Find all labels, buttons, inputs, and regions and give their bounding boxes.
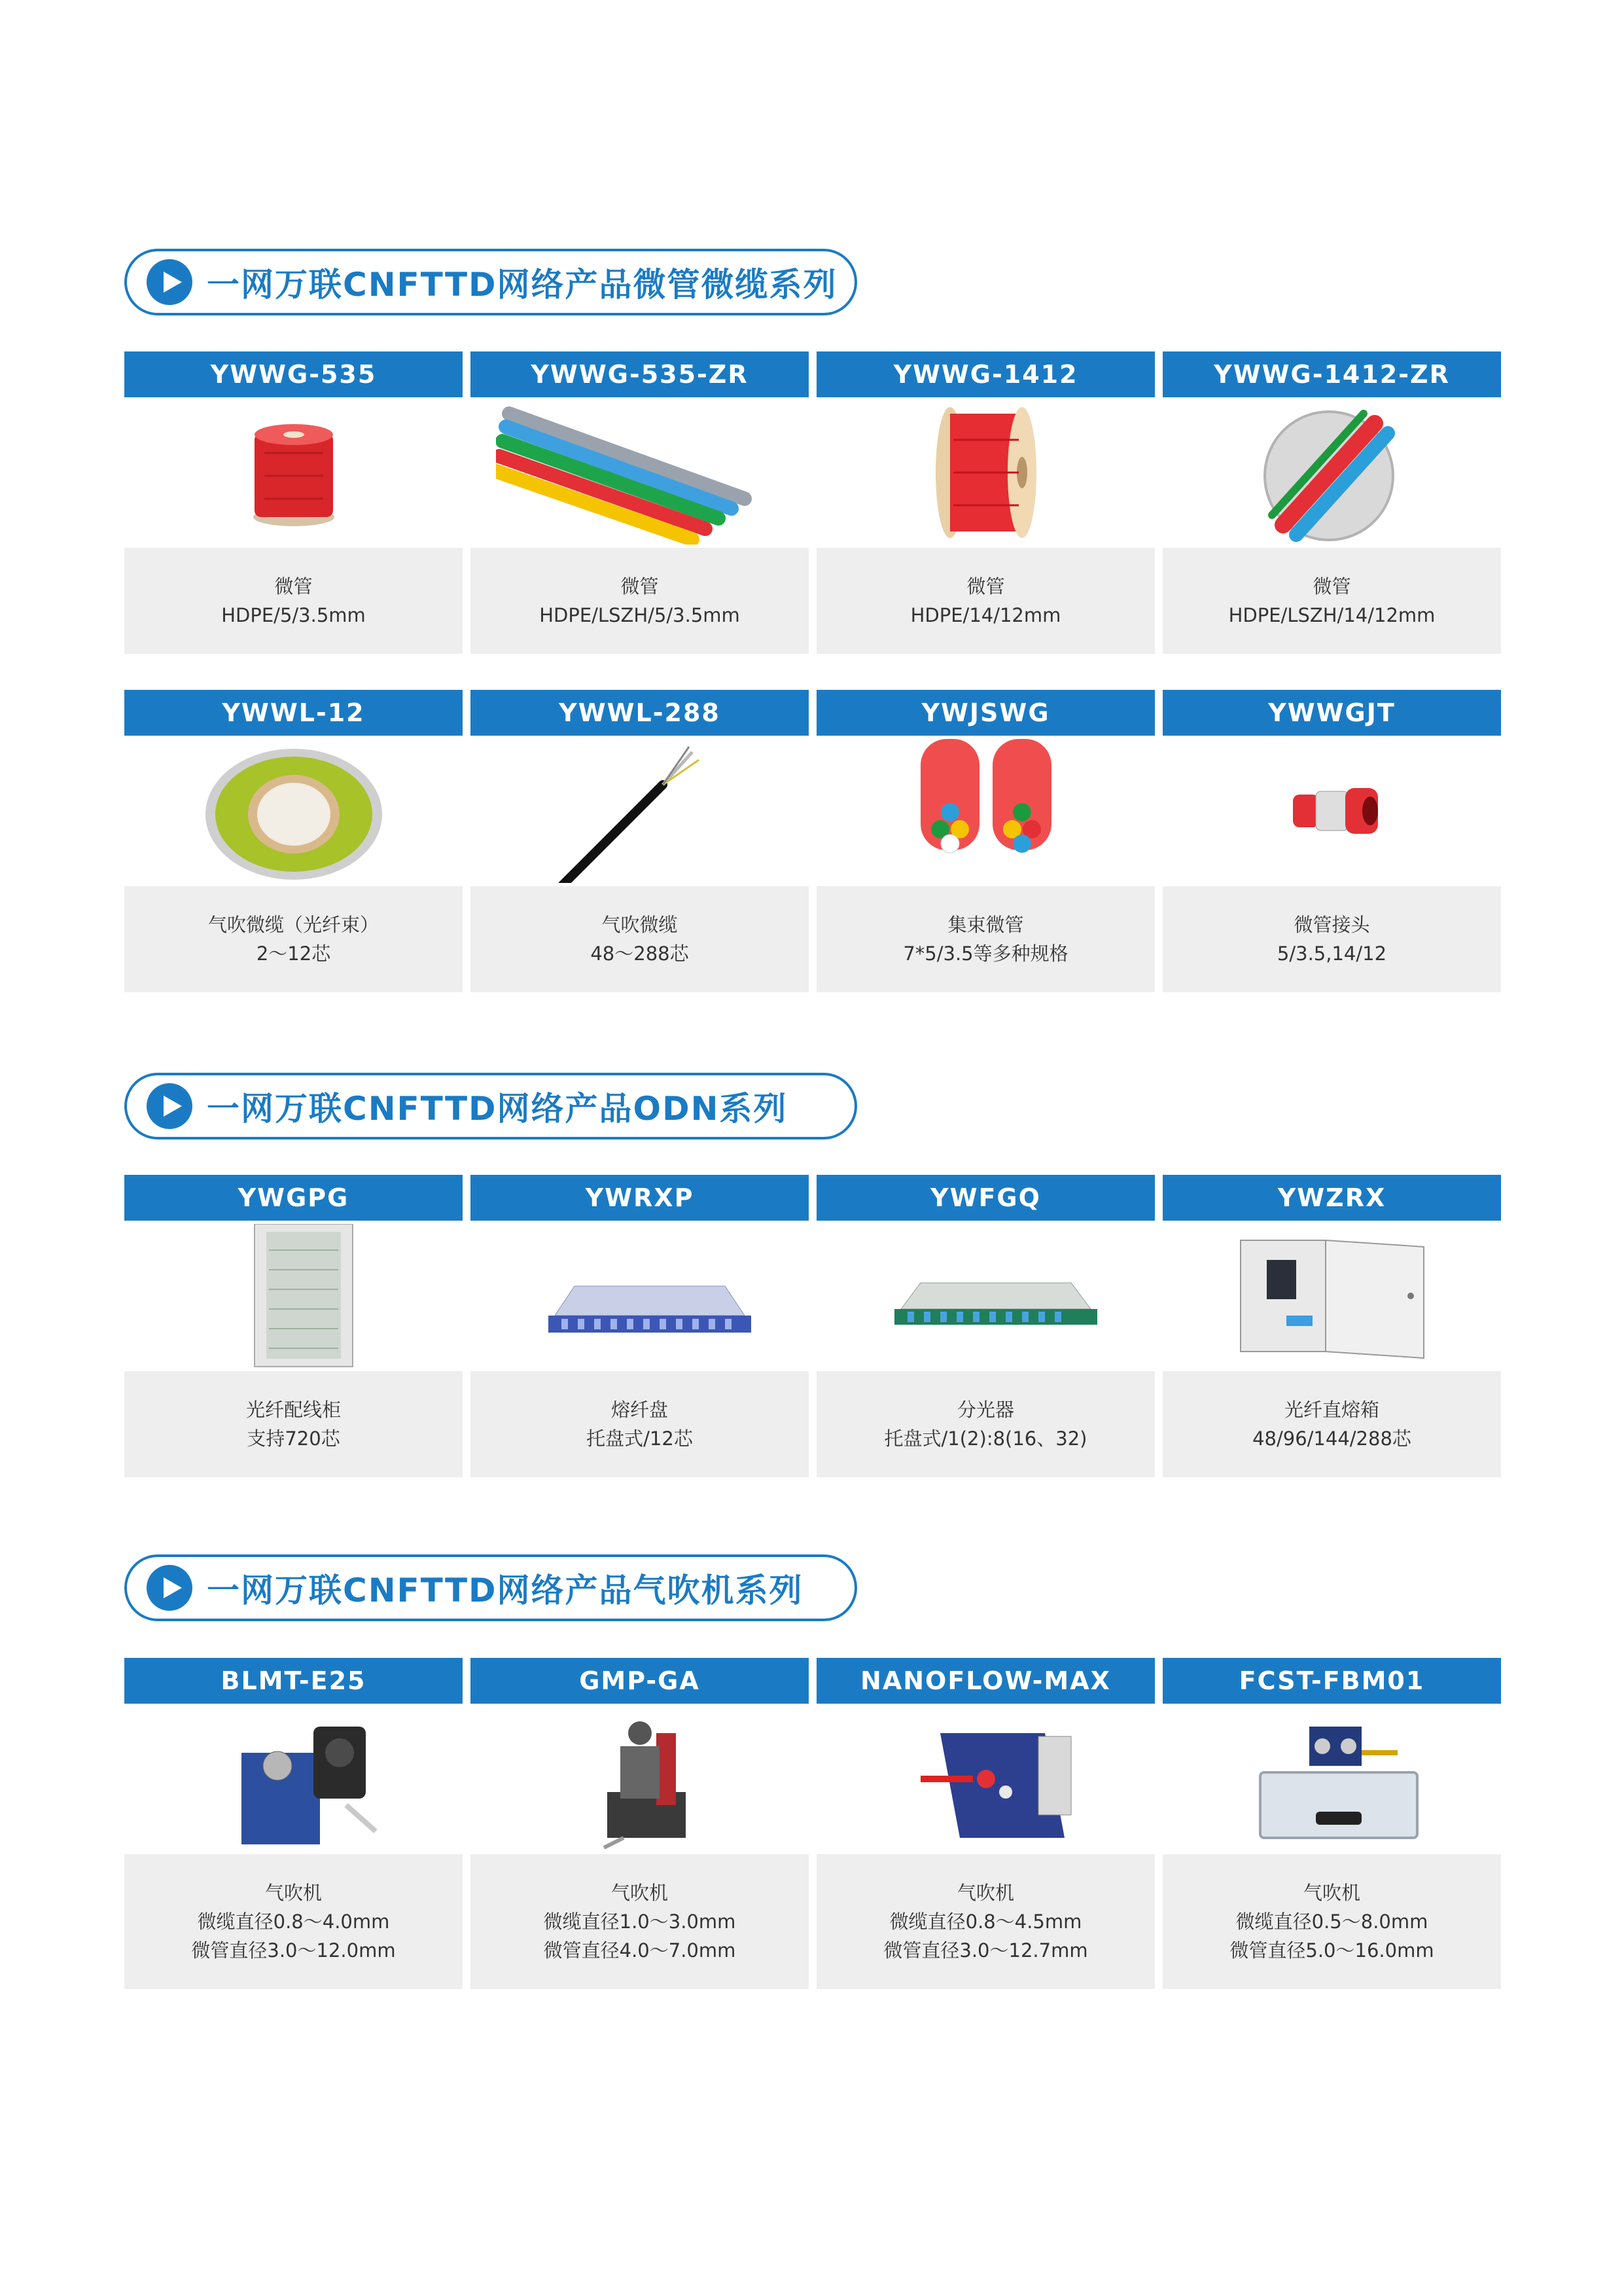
product-row	[124, 1658, 1501, 1989]
product-card	[470, 1175, 809, 1477]
product-code: YWWG-1412-ZR	[1163, 351, 1501, 397]
product-code: YWJSWG	[817, 690, 1155, 736]
product-code: GMP-GA	[470, 1658, 809, 1704]
cable-diameter: 微缆直径1.0～3.0mm	[543, 1910, 736, 1933]
product-type: 气吹机	[610, 1882, 668, 1904]
product-type: 气吹微缆	[601, 914, 678, 936]
product-code: NANOFLOW-MAX	[817, 1658, 1155, 1704]
section-title: 一网万联CNFTTD网络产品气吹机系列	[207, 1571, 803, 1609]
fusion-box-image	[1163, 1221, 1501, 1371]
section-title: 一网万联CNFTTD网络产品微管微缆系列	[207, 266, 838, 304]
product-code: YWZRX	[1163, 1175, 1501, 1221]
section-header-odn	[124, 1073, 857, 1139]
product-spec: 48～288芯	[590, 942, 689, 965]
product-type: 微管接头	[1294, 914, 1370, 936]
product-desc	[470, 886, 809, 992]
product-type: 分光器	[957, 1399, 1014, 1421]
product-code: YWWG-535-ZR	[470, 351, 809, 397]
product-desc	[1163, 1371, 1501, 1477]
product-code: YWWL-288	[470, 690, 809, 736]
product-code: YWWG-1412	[817, 351, 1155, 397]
bundled-duct-image	[817, 736, 1155, 886]
section-header-blowing-machine	[124, 1554, 857, 1621]
blowing-machine-icon	[496, 1707, 784, 1851]
duct-connector-icon	[1188, 739, 1476, 883]
micro-cable-icon	[496, 739, 784, 883]
blowing-machine-case-image	[1163, 1704, 1501, 1854]
product-row	[124, 351, 1501, 654]
product-spec: 支持720芯	[247, 1427, 340, 1450]
product-card	[1163, 1175, 1501, 1477]
blowing-machine-icon	[150, 1707, 438, 1851]
product-desc	[124, 1371, 463, 1477]
colored-tubes-icon	[496, 401, 784, 545]
product-spec: 5/3.5,14/12	[1277, 942, 1387, 965]
product-code: BLMT-E25	[124, 1658, 463, 1704]
product-card	[817, 1658, 1155, 1989]
product-code: YWFGQ	[817, 1175, 1155, 1221]
product-spec: 托盘式/1(2):8(16、32)	[884, 1427, 1087, 1450]
product-type: 微管	[620, 575, 659, 598]
fusion-box-icon	[1188, 1224, 1476, 1368]
product-desc	[817, 886, 1155, 992]
product-card	[1163, 690, 1501, 992]
product-spec: HDPE/LSZH/5/3.5mm	[539, 604, 740, 626]
product-card	[124, 1658, 463, 1989]
product-code: YWWGJT	[1163, 690, 1501, 736]
duct-connector-image	[1163, 736, 1501, 886]
blowing-machine-image	[470, 1704, 809, 1854]
duct-diameter: 微管直径3.0～12.7mm	[883, 1939, 1088, 1962]
product-spec: 托盘式/12芯	[586, 1427, 693, 1450]
microduct-reel-image	[124, 397, 463, 548]
large-reel-icon	[842, 401, 1130, 545]
product-desc	[817, 548, 1155, 654]
product-card	[817, 351, 1155, 654]
play-icon	[147, 1083, 192, 1129]
product-code: YWWG-535	[124, 351, 463, 397]
product-desc	[1163, 1854, 1501, 1989]
fiber-bundle-drum-image	[124, 736, 463, 886]
product-spec: 7*5/3.5等多种规格	[903, 942, 1068, 965]
blowing-machine-case-icon	[1188, 1707, 1476, 1851]
product-code: YWRXP	[470, 1175, 809, 1221]
product-spec: 2～12芯	[256, 942, 331, 965]
product-spec: 48/96/144/288芯	[1252, 1427, 1411, 1450]
product-code: FCST-FBM01	[1163, 1658, 1501, 1704]
blowing-machine-icon	[842, 1707, 1130, 1851]
product-type: 集束微管	[947, 914, 1024, 936]
product-type: 熔纤盘	[610, 1399, 668, 1421]
product-type: 气吹机	[957, 1882, 1014, 1904]
product-code: YWWL-12	[124, 690, 463, 736]
product-type: 气吹机	[1303, 1882, 1360, 1904]
product-card	[817, 690, 1155, 992]
product-desc	[817, 1854, 1155, 1989]
section-title: 一网万联CNFTTD网络产品ODN系列	[207, 1090, 788, 1128]
product-type: 微管	[966, 575, 1005, 598]
product-spec: HDPE/14/12mm	[910, 604, 1061, 626]
cable-diameter: 微缆直径0.8～4.0mm	[197, 1910, 390, 1933]
product-spec: HDPE/5/3.5mm	[221, 604, 366, 626]
product-card	[1163, 351, 1501, 654]
product-desc	[1163, 886, 1501, 992]
product-card	[124, 1175, 463, 1477]
product-desc	[124, 1854, 463, 1989]
product-type: 微管	[1313, 575, 1351, 598]
fiber-bundle-drum-icon	[150, 739, 438, 883]
cable-diameter: 微缆直径0.8～4.5mm	[889, 1910, 1082, 1933]
duct-diameter: 微管直径5.0～16.0mm	[1229, 1939, 1434, 1962]
product-type: 光纤直熔箱	[1284, 1399, 1379, 1421]
product-desc	[470, 1371, 809, 1477]
distribution-cabinet-icon	[150, 1224, 438, 1368]
product-code: YWGPG	[124, 1175, 463, 1221]
product-card	[817, 1175, 1155, 1477]
splice-tray-icon	[496, 1224, 784, 1368]
product-type: 气吹机	[264, 1882, 322, 1904]
product-row	[124, 690, 1501, 992]
distribution-cabinet-image	[124, 1221, 463, 1371]
blowing-machine-image	[124, 1704, 463, 1854]
microduct-reel-icon	[150, 401, 438, 545]
colored-tubes-image	[470, 397, 809, 548]
product-card	[470, 690, 809, 992]
product-card	[124, 690, 463, 992]
product-spec: HDPE/LSZH/14/12mm	[1228, 604, 1436, 626]
product-card	[470, 351, 809, 654]
product-type: 气吹微缆（光纤束）	[207, 914, 379, 936]
product-desc	[124, 886, 463, 992]
lszh-tube-icon	[1188, 401, 1476, 545]
product-desc	[1163, 548, 1501, 654]
product-card	[470, 1658, 809, 1989]
product-desc	[817, 1371, 1155, 1477]
splitter-tray-icon	[842, 1224, 1130, 1368]
large-reel-image	[817, 397, 1155, 548]
product-type: 光纤配线柜	[245, 1399, 341, 1421]
lszh-tube-image	[1163, 397, 1501, 548]
product-card	[124, 351, 463, 654]
play-icon	[147, 1565, 192, 1611]
product-desc	[470, 1854, 809, 1989]
splice-tray-image	[470, 1221, 809, 1371]
section-header-microduct	[124, 249, 857, 315]
duct-diameter: 微管直径3.0～12.0mm	[191, 1939, 396, 1962]
product-desc	[124, 548, 463, 654]
product-row	[124, 1175, 1501, 1477]
cable-diameter: 微缆直径0.5～8.0mm	[1235, 1910, 1428, 1933]
product-card	[1163, 1658, 1501, 1989]
bundled-duct-icon	[842, 739, 1130, 883]
product-type: 微管	[274, 575, 313, 598]
play-icon	[147, 259, 192, 305]
duct-diameter: 微管直径4.0～7.0mm	[543, 1939, 736, 1962]
micro-cable-image	[470, 736, 809, 886]
blowing-machine-image	[817, 1704, 1155, 1854]
product-desc	[470, 548, 809, 654]
splitter-tray-image	[817, 1221, 1155, 1371]
